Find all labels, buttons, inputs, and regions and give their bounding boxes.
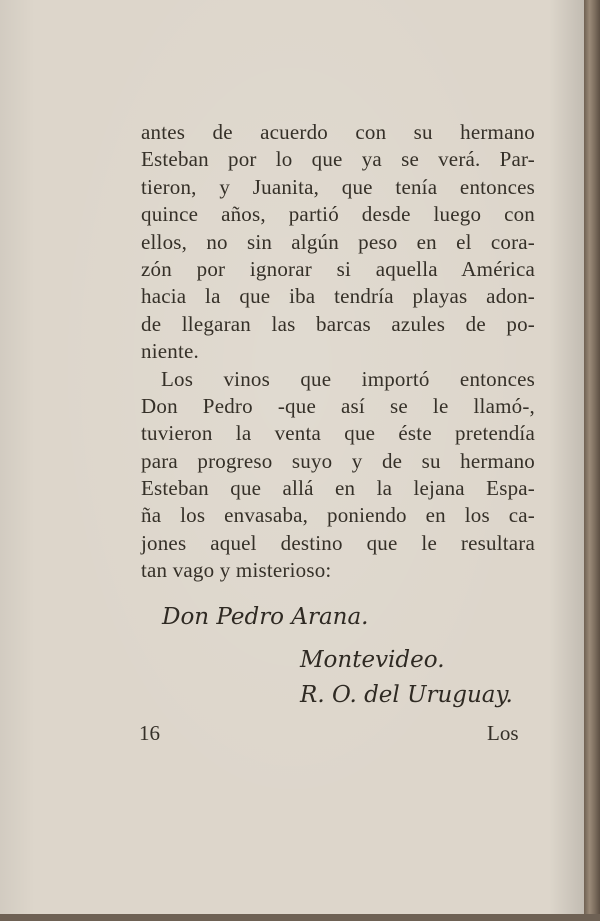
- address-country: R. O. del Uruguay.: [300, 682, 513, 708]
- text-line: tuvieron la venta que éste pretendía: [141, 421, 535, 446]
- text-line: para progreso suyo y de su hermano: [141, 448, 535, 473]
- text-line: tan vago y misterioso:: [141, 558, 332, 583]
- text-line: ellos, no sin algún peso en el cora-: [141, 229, 535, 254]
- text-line: Esteban que allá en la lejana Espa-: [141, 476, 535, 501]
- text-line: hacia la que iba tendría playas adon-: [141, 284, 535, 309]
- text-line: de llegaran las barcas azules de po-: [141, 311, 535, 336]
- text-line: antes de acuerdo con su hermano: [141, 120, 535, 144]
- text-line: quince años, partió desde luego con: [141, 202, 535, 227]
- text-line: niente.: [141, 339, 199, 364]
- text-line: Esteban por lo que ya se verá. Par-: [141, 147, 535, 172]
- address-city: Montevideo.: [300, 647, 445, 673]
- text-line: jones aquel destino que le resultara: [141, 530, 535, 555]
- text-line: zón por ignorar si aquella América: [141, 256, 535, 281]
- address-name: Don Pedro Arana.: [162, 604, 369, 630]
- page-edge-right: [584, 0, 600, 921]
- body-text: [141, 119, 535, 585]
- page-edge-bottom: [0, 914, 600, 921]
- text-line: ña los envasaba, poniendo en los ca-: [141, 503, 535, 528]
- text-line: Don Pedro -que así se le llamó-,: [141, 393, 535, 418]
- text-line: tieron, y Juanita, que tenía entonces: [141, 174, 535, 199]
- page-number: 16: [139, 721, 160, 745]
- catchword: Los: [487, 721, 519, 745]
- paragraph-first-line: Los vinos que importó entonces: [161, 366, 535, 391]
